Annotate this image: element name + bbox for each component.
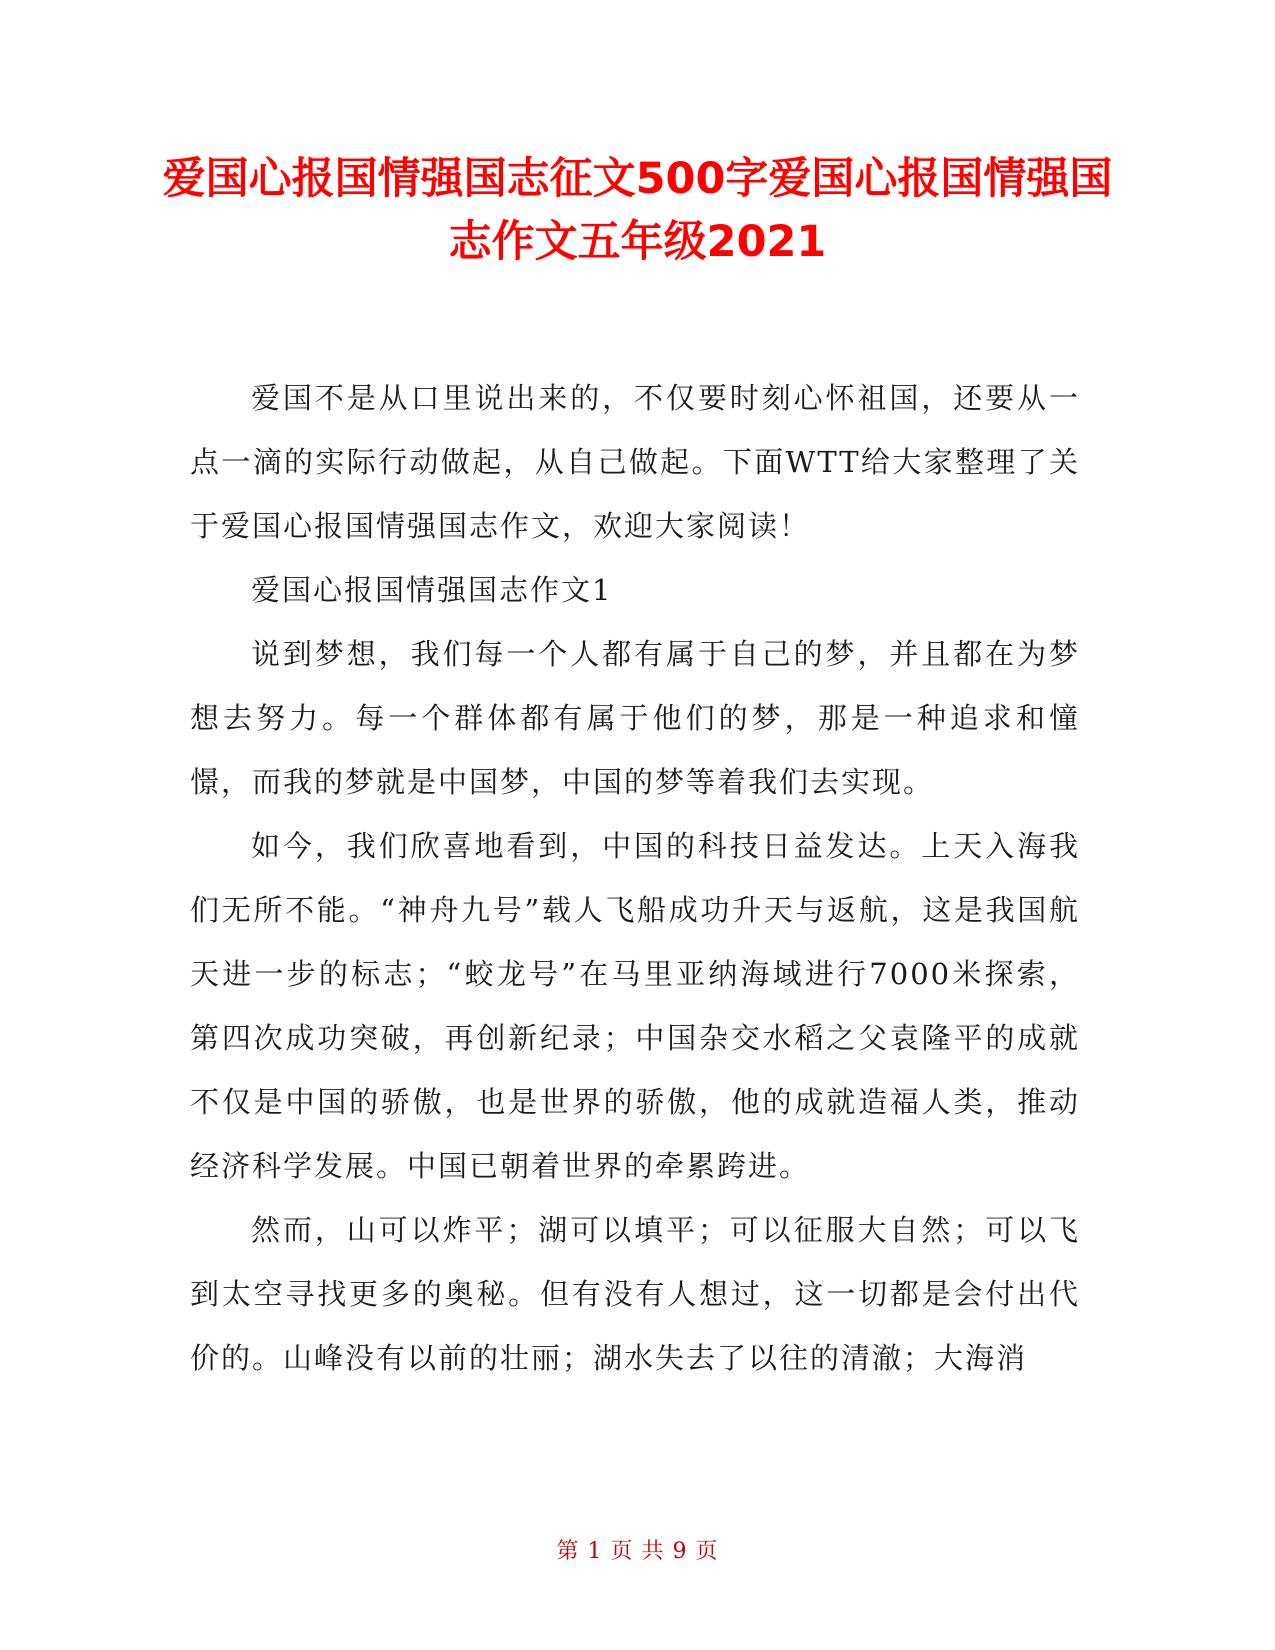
paragraph: 如今，我们欣喜地看到，中国的科技日益发达。上天入海我们无所不能。“神舟九号”载人飞船成功升天与返航，这是我国航天进一步的标志；“蛟龙号”在马里亚纳海域进行7000米探索，第四次成功突破，再创新纪录；中国杂交水稻之父袁隆平的成就不仅是中国的骄傲，也是世界的骄傲，他的成就造福人类，推动经济科学发展。中国已朝着世界的牵累跨进。 <box>190 829 1080 1183</box>
paragraph: 然而，山可以炸平；湖可以填平；可以征服大自然；可以飞到太空寻找更多的奥秘。但有没有人想过，这一切都是会付出代价的。山峰没有以前的壮丽；湖水失去了以往的清澈；大海消 <box>190 1213 1080 1375</box>
paragraph-intro: 爱国不是从口里说出来的，不仅要时刻心怀祖国，还要从一点一滴的实际行动做起，从自己做起。下面WTT给大家整理了关于爱国心报国情强国志作文，欢迎大家阅读！ <box>190 381 1080 543</box>
document-body <box>190 366 1080 1390</box>
paragraph: 说到梦想，我们每一个人都有属于自己的梦，并且都在为梦想去努力。每一个群体都有属于他们的梦，那是一种追求和憧憬，而我的梦就是中国梦，中国的梦等着我们去实现。 <box>190 637 1080 799</box>
document-title: 爱国心报国情强国志征文500字爱国心报国情强国志作文五年级2021 <box>162 154 1113 267</box>
page-number: 第 1 页 共 9 页 <box>556 1539 719 1564</box>
section-heading: 爱国心报国情强国志作文1 <box>251 573 613 607</box>
